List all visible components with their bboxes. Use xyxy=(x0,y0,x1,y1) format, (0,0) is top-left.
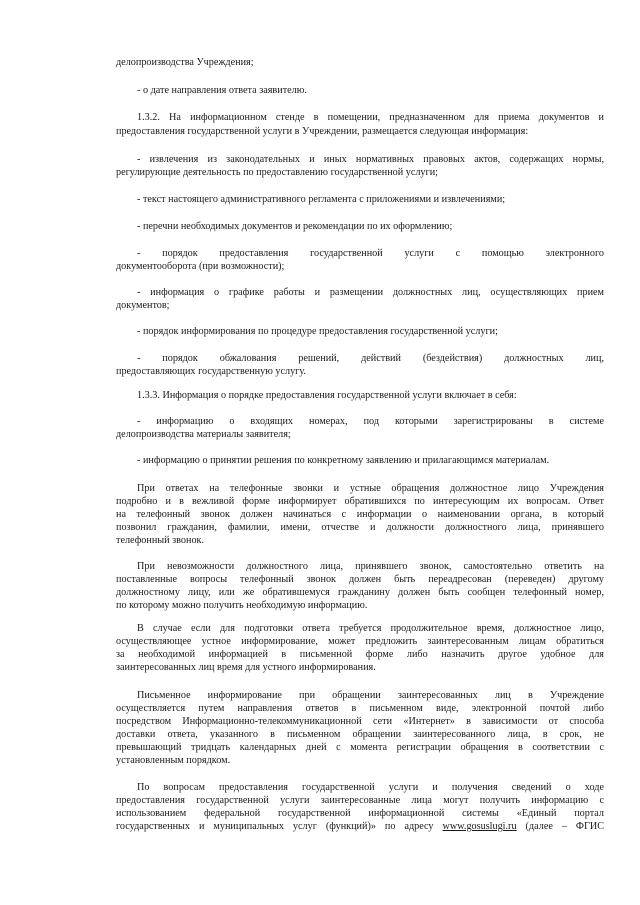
list-item: - информацию о входящих номерах, под которыми зарегистрированы в системе xyxy=(137,416,604,427)
text-line: делопроизводства Учреждения; xyxy=(116,57,254,68)
list-item: - текст настоящего административного регламента с приложениями и извлечениями; xyxy=(137,194,506,205)
text-line: По вопросам предоставления государственной услуги и получения сведений о ходе xyxy=(137,782,604,793)
text-line: подробно и в вежливой форме информирует обратившихся по интересующим их вопросам. Ответ xyxy=(116,496,604,507)
text-line: доставки ответа, указанного в письменном обращении заинтересованного лица, в срок, не xyxy=(116,729,604,740)
text-line: документов; xyxy=(116,300,170,311)
text-line: использованием федеральной государственной информационной системы «Единый портал xyxy=(116,808,604,819)
text-line xyxy=(116,821,604,833)
text-line: предоставления государственной услуги заинтересованные лица могут получить информацию с xyxy=(116,795,604,806)
text-line: документооборота (при возможности); xyxy=(116,261,285,272)
text-line: заинтересованных лиц время для устного информирования. xyxy=(116,662,376,673)
text-line: позвонил гражданин, фамилии, имени, отчестве и должности должностного лица, принявшего xyxy=(116,522,604,533)
text-line: должностному лицу, или же обратившемуся гражданину должен быть сообщен телефонный номер, xyxy=(116,587,604,598)
list-item: - порядок предоставления государственной услуги с помощью электронного xyxy=(137,248,604,259)
text-line: При ответах на телефонные звонки и устные обращения должностное лицо Учреждения xyxy=(137,483,604,494)
list-item: - порядок информирования по процедуре предоставления государственной услуги; xyxy=(137,326,498,337)
text-line: посредством Информационно-телекоммуникационной сети «Интернет» в зависимости от способа xyxy=(116,716,604,727)
section-heading-1-3-3: 1.3.3. Информация о порядке предоставления государственной услуги включает в себя: xyxy=(137,390,517,401)
text-line: В случае если для подготовки ответа требуется продолжительное время, должностное лицо, xyxy=(137,623,604,634)
list-item: - перечни необходимых документов и рекомендации по их оформлению; xyxy=(137,221,453,232)
text-line: предоставления государственной услуги в Учреждении, размещается следующая информация: xyxy=(116,126,529,137)
text-line: делопроизводства материалы заявителя; xyxy=(116,429,291,440)
text-line: на телефонный звонок должен начинаться с информации о наименовании органа, в который xyxy=(116,509,604,520)
list-item: - информация о графике работы и размещении должностных лиц, осуществляющих прием xyxy=(137,287,604,298)
text-line: установленным порядком. xyxy=(116,755,231,766)
gosuslugi-link[interactable]: www.gosuslugi.ru xyxy=(442,821,517,832)
list-item: - извлечения из законодательных и иных нормативных правовых актов, содержащих нормы, xyxy=(137,154,604,165)
text-line: за необходимой информацией в письменной форме либо назначить другое удобное для xyxy=(116,649,604,660)
text-fragment: (далее – ФГИС xyxy=(516,821,604,832)
list-item: - информацию о принятии решения по конкретному заявлению и прилагающимся материалам. xyxy=(137,455,550,466)
text-line: Письменное информирование при обращении заинтересованных лиц в Учреждение xyxy=(137,690,604,701)
text-line: поставленные вопросы телефонный звонок должен быть переадресован (переведен) другому xyxy=(116,574,604,585)
text-fragment: государственных и муниципальных услуг (функций)» по адресу xyxy=(116,821,443,832)
text-line: При невозможности должностного лица, принявшего звонок, самостоятельно ответить на xyxy=(137,561,604,572)
text-line: регулирующие деятельность по предоставлению государственной услуги; xyxy=(116,167,438,178)
section-heading-1-3-2: 1.3.2. На информационном стенде в помещении, предназначенном для приема документов и xyxy=(137,112,604,123)
text-line: осуществляется путем направления ответов в письменном виде, электронной почтой либо xyxy=(116,703,604,714)
text-line: превышающий тридцать календарных дней с момента регистрации обращения в соответствии с xyxy=(116,742,604,753)
list-item: - о дате направления ответа заявителю. xyxy=(137,85,307,96)
text-line: по которому можно получить необходимую информацию. xyxy=(116,600,368,611)
text-line: предоставляющих государственную услугу. xyxy=(116,366,306,377)
text-line: телефонный звонок. xyxy=(116,535,205,546)
list-item: - порядок обжалования решений, действий (бездействия) должностных лиц, xyxy=(137,353,604,364)
text-line: осуществляющее устное информирование, может предложить заинтересованным лицам обратиться xyxy=(116,636,604,647)
